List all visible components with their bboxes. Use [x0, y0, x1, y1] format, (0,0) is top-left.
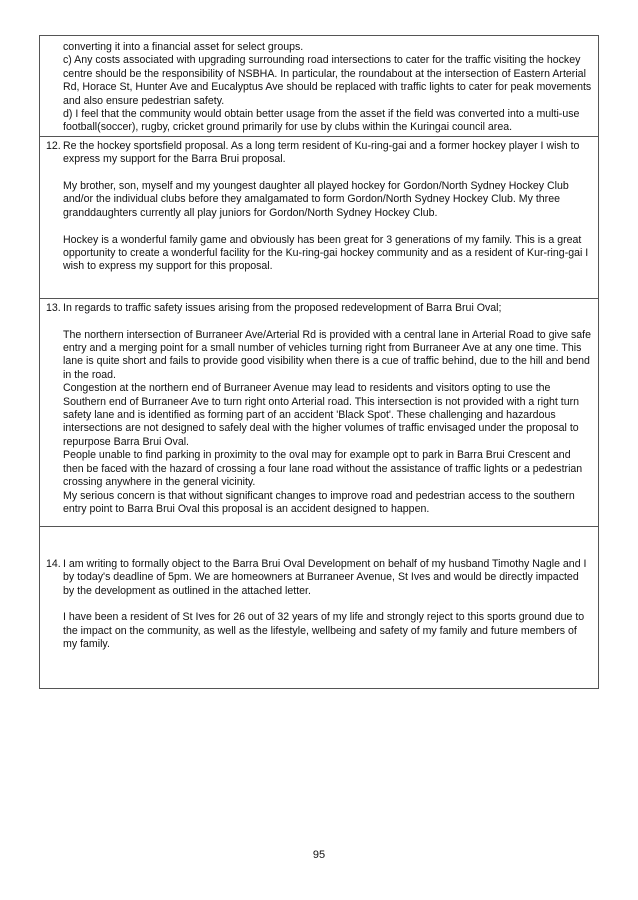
continuation-point-c: c) Any costs associated with upgrading surrounding road intersections to cater for the traffic visiting the hockey centre should be the responsibility of NSBHA. In particular, the roundabout at the intersection of Eastern Arterial Rd, Horace St, Hunter Ave and Eucalyptus Ave should be replaced with traffic lights to cater for peak movements and also ensure pedestrian safety.: [63, 54, 592, 107]
submission-number: 13.: [46, 301, 61, 314]
submission-12: [40, 136, 598, 298]
continuation-point-d: d) I feel that the community would obtain better usage from the asset if the field was converted into a multi-use football(soccer), rugby, cricket ground primarily for use by clubs within the Kuringai council area.: [63, 108, 580, 134]
submissions-table: [39, 35, 599, 689]
submission-14-paragraph-2: I have been a resident of St Ives for 26 out of 32 years of my life and strongly reject to this sports ground due to the impact on the community, as well as the lifestyle, wellbeing and safety of my family and future members of my family.: [63, 611, 585, 651]
submission-13-paragraph-4: My serious concern is that without significant changes to improve road and pedestrian access to the southern entry point to Barra Brui Oval this proposal is an accident designed to happen.: [63, 489, 575, 515]
submission-number: 14.: [46, 557, 61, 570]
submission-14-paragraph-1: I am writing to formally object to the Barra Brui Oval Development on behalf of my husband Timothy Nagle and I by today's deadline of 5pm. We are homeowners at Burraneer Avenue, St Ives and would be directly impacted by the development as outlined in the attached letter.: [63, 557, 587, 597]
submission-12-paragraph-2: My brother, son, myself and my youngest daughter all played hockey for Gordon/North Sydney Hockey Club and/or the individual clubs before they amalgamated to form Gordon/North Sydney Hockey Club. My three granddaughters currently all play juniors for Gordon/North Sydney Hockey Club.: [63, 180, 569, 219]
submission-12-paragraph-3: Hockey is a wonderful family game and obviously has been great for 3 generations of my family. This is a great opportunity to create a wonderful facility for the Ku-ring-gai hockey community and as a resident of Kur-ring-gai I wish to express my support for this proposal.: [63, 233, 589, 273]
submission-number: 12.: [46, 139, 61, 152]
submission-13: [40, 298, 598, 526]
continuation-line-1: converting it into a financial asset for select groups.: [63, 41, 304, 53]
submission-14: [40, 526, 598, 688]
submission-13-paragraph-2: Congestion at the northern end of Burraneer Avenue may lead to residents and visitors opting to use the Southern end of Burraneer Ave to turn right onto Arterial road. This intersection is not provided with a right turn safety lane and is identified as forming part of an accident 'Black Spot'. These challenging and hazardous intersections are not designed to safely deal with the higher volumes of traffic envisaged under the proposal to repurpose Barra Brui Oval.: [63, 382, 580, 448]
submission-12-paragraph-1: Re the hockey sportsfield proposal. As a long term resident of Ku-ring-gai and a former hockey player I wish to express my support for the Barra Brui proposal.: [63, 139, 580, 166]
submission-11-continuation: [40, 36, 598, 136]
submission-13-paragraph-3: People unable to find parking in proximity to the oval may for example opt to park in Barra Brui Crescent and then be faced with the hazard of crossing a four lane road without the assistance of traffic lights or a pedestrian crossing anywhere in the general vicinity.: [63, 449, 583, 489]
submission-13-paragraph-1: The northern intersection of Burraneer Ave/Arterial Rd is provided with a central lane in Arterial Road to give safe entry and a merging point for a small number of vehicles turning right from Burraneer Ave at any one time. This lane is quite short and fails to provide good visibility when there is a cue of traffic behind, due to the hill and bend in the road.: [63, 328, 592, 381]
page-number: 95: [312, 849, 326, 861]
submission-13-intro: In regards to traffic safety issues arising from the proposed redevelopment of Barra Brui Oval;: [63, 301, 502, 314]
